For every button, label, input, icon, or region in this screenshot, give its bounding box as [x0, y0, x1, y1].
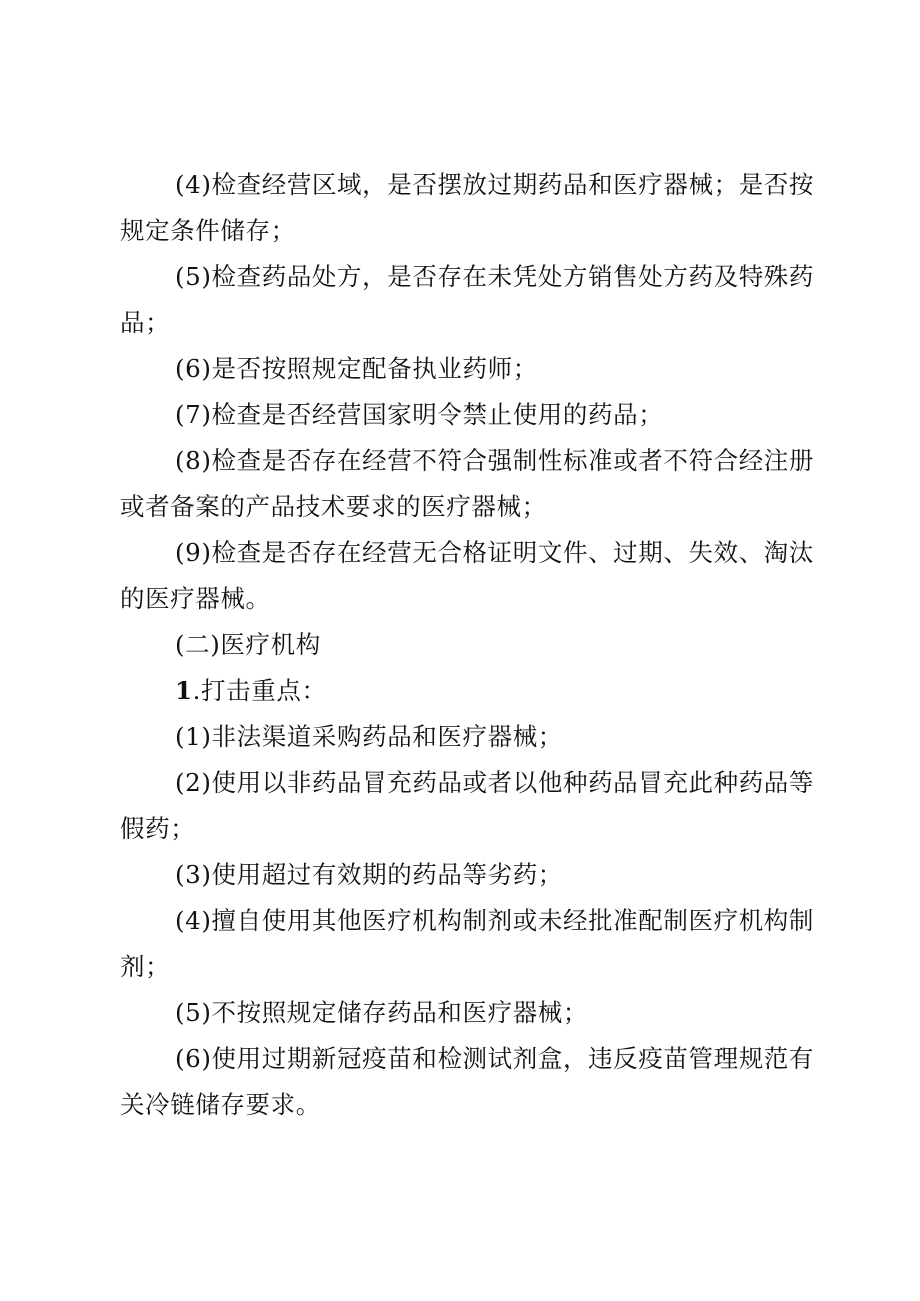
target-item-3: (3)使用超过有效期的药品等劣药； [175, 860, 563, 889]
target-item-2: (2)使用以非药品冒充药品或者以他种药品冒充此种药品等假药； [120, 768, 814, 843]
target-item-1: (1)非法渠道采购药品和医疗器械； [175, 722, 563, 751]
subheading-number: 1 [175, 676, 193, 705]
subheading-key-targets [120, 668, 814, 714]
document-body [120, 162, 814, 1128]
paragraph-item-7: (7)检查是否经营国家明令禁止使用的药品； [175, 400, 664, 429]
subheading-text: .打击重点： [192, 676, 327, 705]
paragraph-item-8: (8)检查是否存在经营不符合强制性标准或者不符合经注册或者备案的产品技术要求的医疗器械； [120, 446, 814, 521]
target-item-4: (4)擅自使用其他医疗机构制剂或未经批准配制医疗机构制剂； [120, 906, 814, 981]
paragraph-item-6: (6)是否按照规定配备执业药师； [175, 354, 538, 383]
paragraph-item-5: (5)检查药品处方，是否存在未凭处方销售处方药及特殊药品； [120, 262, 814, 337]
target-item-6: (6)使用过期新冠疫苗和检测试剂盒，违反疫苗管理规范有关冷链储存要求。 [120, 1044, 814, 1119]
section-heading-medical-institutions: (二)医疗机构 [175, 630, 321, 659]
paragraph-item-9: (9)检查是否存在经营无合格证明文件、过期、失效、淘汰的医疗器械。 [120, 538, 814, 613]
target-item-5: (5)不按照规定储存药品和医疗器械； [175, 998, 589, 1027]
paragraph-item-4: (4)检查经营区域，是否摆放过期药品和医疗器械；是否按规定条件储存； [120, 170, 814, 245]
